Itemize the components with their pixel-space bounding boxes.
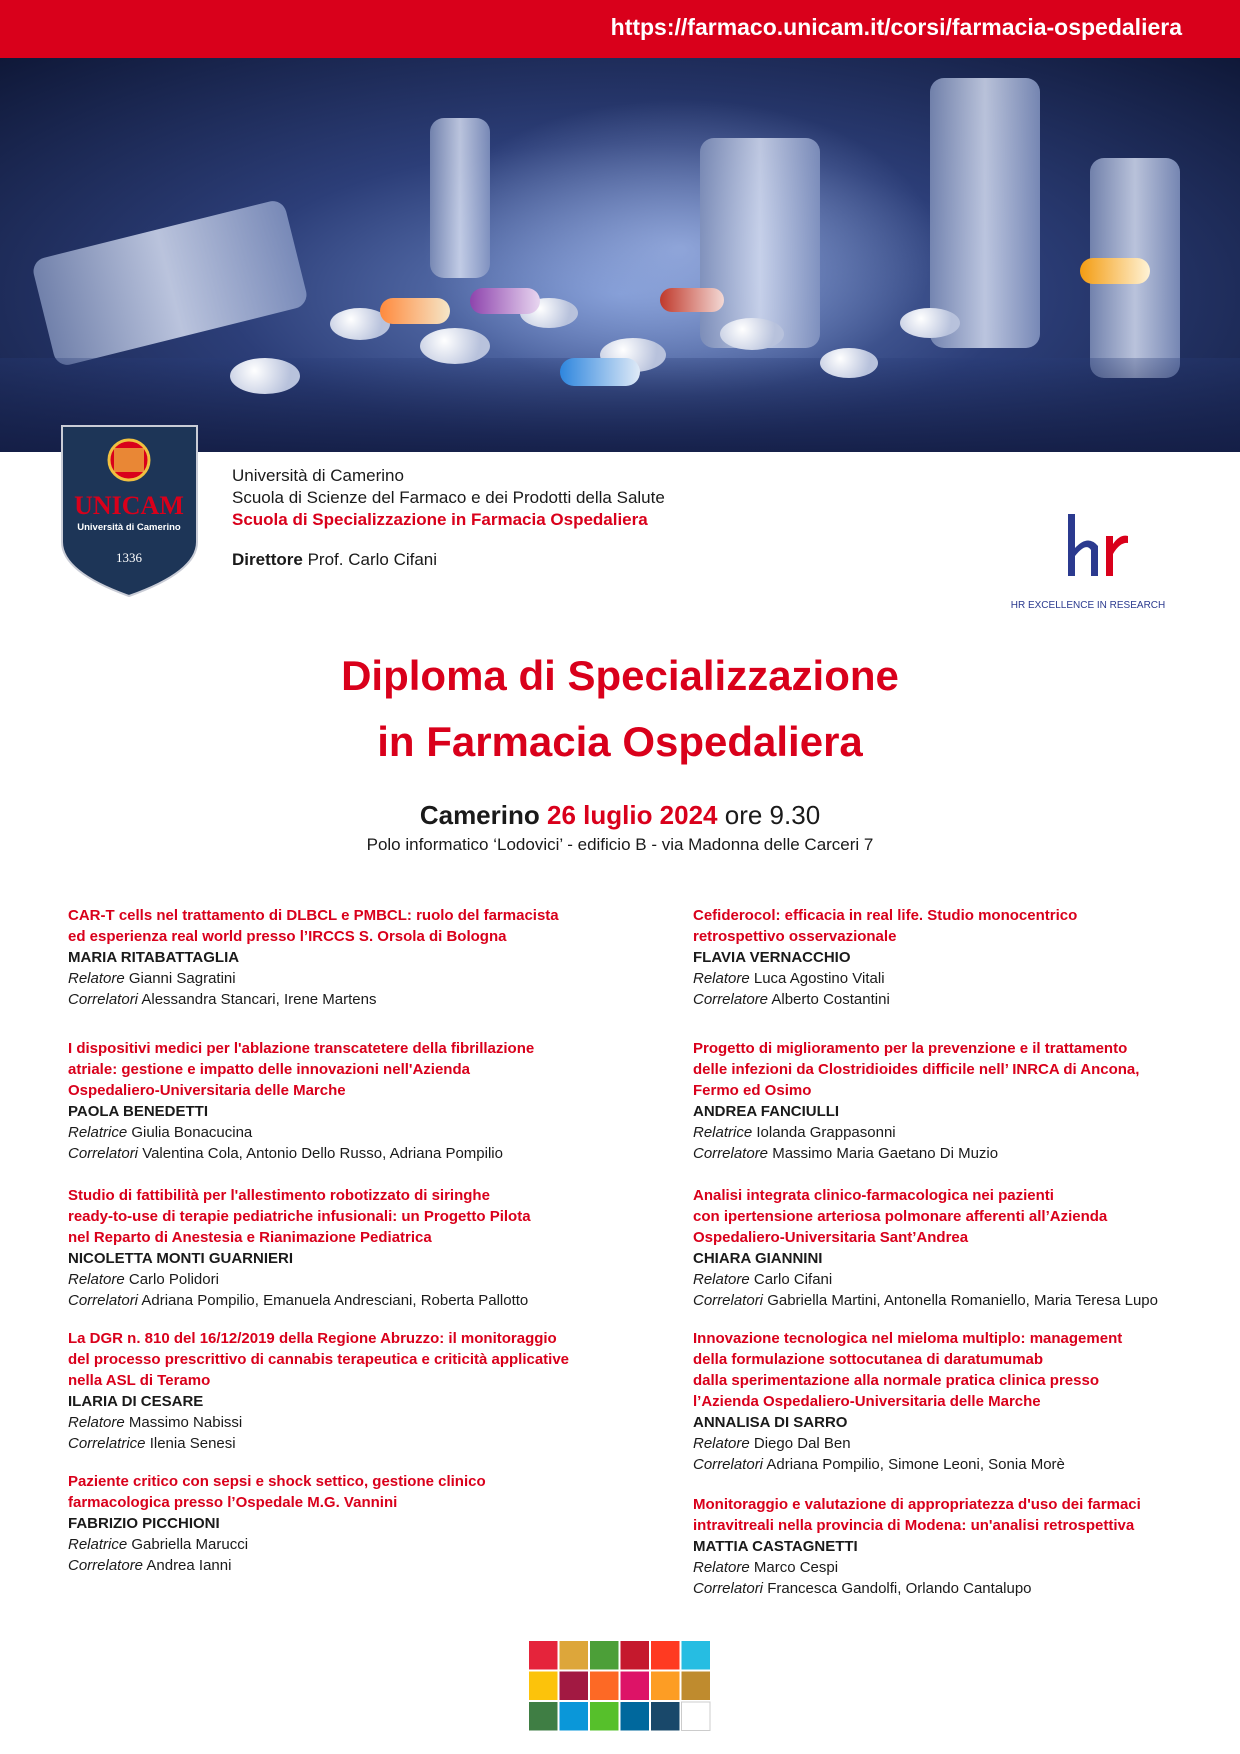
role-label: Correlatore (693, 1145, 769, 1162)
director-name: Prof. Carlo Cifani (307, 550, 438, 569)
supervisor-row (693, 1122, 1139, 1143)
role-people: Massimo Maria Gaetano Di Muzio (772, 1145, 999, 1162)
role-people: Iolanda Grappasonni (756, 1124, 896, 1141)
role-label: Correlatori (693, 1292, 764, 1309)
role-people: Adriana Pompilio, Simone Leoni, Sonia Morè (766, 1456, 1065, 1473)
role-people: Carlo Polidori (128, 1271, 219, 1288)
role-people: Carlo Cifani (753, 1271, 833, 1288)
role-label: Relatore (693, 970, 750, 987)
thesis-entry (693, 1328, 1122, 1475)
hero-image (0, 58, 1240, 452)
supervisor-row (693, 1433, 1122, 1454)
role-label: Relatore (693, 1271, 750, 1288)
website-link[interactable]: https://farmaco.unicam.it/corsi/farmacia-ospedaliera (610, 14, 1182, 40)
hr-excellence-logo (1000, 512, 1176, 612)
supervisor-row (68, 1143, 534, 1164)
role-label: Correlatore (68, 1557, 144, 1574)
candidate-name: MARIA RITABATTAGLIA (68, 949, 240, 966)
role-label: Correlatore (693, 991, 769, 1008)
thesis-title: Studio di fattibilità per l'allestimento robotizzato di siringhe (68, 1187, 490, 1204)
role-people: Gabriella Marucci (131, 1536, 249, 1553)
sdg-tile (560, 1702, 589, 1731)
thesis-title: ready-to-use di terapie pediatriche infusionali: un Progetto Pilota (68, 1208, 531, 1225)
supervisor-row (693, 1143, 1139, 1164)
institution-block (232, 465, 665, 571)
thesis-entry (693, 1038, 1139, 1164)
role-people: Giulia Bonacucina (131, 1124, 253, 1141)
event-city: Camerino (419, 800, 540, 830)
event-time: ore 9.30 (724, 800, 821, 830)
candidate-name: ANDREA FANCIULLI (693, 1103, 840, 1120)
school-name: Scuola di Scienze del Farmaco e dei Prodotti della Salute (232, 488, 665, 507)
thesis-title: La DGR n. 810 del 16/12/2019 della Regione Abruzzo: il monitoraggio (68, 1330, 557, 1347)
thesis-entry (68, 1038, 534, 1164)
sdg-tile (590, 1641, 619, 1670)
role-label: Relatrice (68, 1124, 128, 1141)
sdg-tile (682, 1672, 711, 1701)
supervisor-row (693, 1454, 1122, 1475)
unicam-logo (56, 422, 203, 600)
university-name: Università di Camerino (232, 466, 404, 485)
sdg-tile (682, 1702, 711, 1731)
role-label: Relatore (68, 1414, 125, 1431)
thesis-entry (693, 1185, 1158, 1311)
supervisor-row (693, 968, 1077, 989)
candidate-name: ANNALISA DI SARRO (693, 1414, 848, 1431)
supervisor-row (68, 1433, 569, 1454)
candidate-name: NICOLETTA MONTI GUARNIERI (68, 1250, 293, 1267)
thesis-title: con ipertensione arteriosa polmonare afferenti all’Azienda (693, 1208, 1108, 1225)
sdg-goals-icon (529, 1641, 711, 1732)
sdg-tile (651, 1641, 680, 1670)
supervisor-row (68, 1290, 531, 1311)
role-label: Correlatori (68, 1292, 139, 1309)
logo-subtitle: Università di Camerino (77, 522, 181, 533)
thesis-entry (68, 1471, 486, 1576)
director (232, 549, 665, 571)
supervisor-row (68, 1122, 534, 1143)
role-people: Gabriella Martini, Antonella Romaniello, Maria Teresa Lupo (767, 1292, 1158, 1309)
role-label: Relatrice (693, 1124, 753, 1141)
sdg-tile (529, 1641, 558, 1670)
thesis-title: dalla sperimentazione alla normale pratica clinica presso (693, 1372, 1099, 1389)
role-people: Alessandra Stancari, Irene Martens (141, 991, 377, 1008)
candidate-name: FLAVIA VERNACCHIO (693, 949, 851, 966)
thesis-title: nella ASL di Teramo (68, 1372, 211, 1389)
thesis-title: Paziente critico con sepsi e shock settico, gestione clinico (68, 1473, 486, 1490)
main-title-line-1: Diploma di Specializzazione (341, 652, 899, 699)
role-people: Marco Cespi (753, 1559, 839, 1576)
role-people: Valentina Cola, Antonio Dello Russo, Adriana Pompilio (142, 1145, 503, 1162)
thesis-title: retrospettivo osservazionale (693, 928, 897, 945)
role-label: Correlatrice (68, 1435, 146, 1452)
role-people: Luca Agostino Vitali (753, 970, 885, 987)
sdg-tile (560, 1672, 589, 1701)
sdg-tile (651, 1672, 680, 1701)
role-people: Massimo Nabissi (128, 1414, 243, 1431)
sdg-tile (590, 1672, 619, 1701)
sdg-tile (621, 1702, 650, 1731)
thesis-title: farmacologica presso l’Ospedale M.G. Vannini (68, 1494, 398, 1511)
supervisor-row (68, 1269, 531, 1290)
event-venue: Polo informatico ‘Lodovici’ - edificio B - via Madonna delle Carceri 7 (366, 835, 874, 854)
thesis-title: del processo prescrittivo di cannabis terapeutica e criticità applicative (68, 1351, 570, 1368)
thesis-title: atriale: gestione e impatto delle innovazioni nell'Azienda (68, 1061, 470, 1078)
thesis-title: della formulazione sottocutanea di daratumumab (693, 1351, 1044, 1368)
thesis-title: Analisi integrata clinico-farmacologica nei pazienti (693, 1187, 1054, 1204)
candidate-name: CHIARA GIANNINI (693, 1250, 823, 1267)
thesis-title: nel Reparto di Anestesia e Rianimazione Pediatrica (68, 1229, 432, 1246)
role-label: Correlatori (68, 991, 139, 1008)
director-label: Direttore (232, 550, 303, 569)
candidate-name: PAOLA BENEDETTI (68, 1103, 209, 1120)
specialization-school: Scuola di Specializzazione in Farmacia Ospedaliera (232, 510, 648, 529)
sdg-tile (529, 1702, 558, 1731)
role-label: Relatore (693, 1559, 750, 1576)
sdg-tile (590, 1702, 619, 1731)
thesis-entry (68, 905, 559, 1010)
role-label: Relatrice (68, 1536, 128, 1553)
sdg-tile (682, 1641, 711, 1670)
role-label: Relatore (693, 1435, 750, 1452)
role-people: Gianni Sagratini (128, 970, 236, 987)
thesis-entry (68, 1328, 569, 1454)
supervisor-row (68, 968, 559, 989)
supervisor-row (68, 1534, 486, 1555)
supervisor-row (693, 1290, 1158, 1311)
role-label: Relatore (68, 970, 125, 987)
thesis-entry (693, 905, 1077, 1010)
sdg-tile (651, 1702, 680, 1731)
supervisor-row (68, 989, 559, 1010)
role-label: Correlatori (693, 1456, 764, 1473)
supervisor-row (68, 1412, 569, 1433)
role-people: Francesca Gandolfi, Orlando Cantalupo (767, 1580, 1032, 1597)
thesis-title: CAR-T cells nel trattamento di DLBCL e PMBCL: ruolo del farmacista (68, 907, 559, 924)
thesis-title: Progetto di miglioramento per la prevenzione e il trattamento (693, 1040, 1128, 1057)
thesis-title: Ospedaliero-Universitaria delle Marche (68, 1082, 346, 1099)
role-people: Andrea Ianni (146, 1557, 232, 1574)
thesis-title: Ospedaliero-Universitaria Sant’Andrea (693, 1229, 969, 1246)
thesis-title: ed esperienza real world presso l’IRCCS S. Orsola di Bologna (68, 928, 507, 945)
sdg-tile (560, 1641, 589, 1670)
thesis-title: delle infezioni da Clostridioides difficile nell’ INRCA di Ancona, (693, 1061, 1140, 1078)
thesis-entry (68, 1185, 531, 1311)
role-people: Diego Dal Ben (753, 1435, 851, 1452)
thesis-title: l’Azienda Ospedaliero-Universitaria delle Marche (693, 1393, 1041, 1410)
role-label: Relatore (68, 1271, 125, 1288)
main-title-line-2: in Farmacia Ospedaliera (377, 718, 863, 765)
role-label: Correlatori (693, 1580, 764, 1597)
top-banner (0, 0, 1240, 58)
thesis-title: Cefiderocol: efficacia in real life. Studio monocentrico (693, 907, 1078, 924)
thesis-title: Fermo ed Osimo (693, 1082, 812, 1099)
sdg-tile (529, 1672, 558, 1701)
supervisor-row (693, 989, 1077, 1010)
supervisor-row (68, 1555, 486, 1576)
role-label: Correlatori (68, 1145, 139, 1162)
supervisor-row (693, 1557, 1141, 1578)
thesis-entry (693, 1494, 1141, 1599)
logo-year: 1336 (116, 550, 142, 565)
candidate-name: MATTIA CASTAGNETTI (693, 1538, 858, 1555)
logo-name: UNICAM (74, 491, 184, 520)
thesis-title: Innovazione tecnologica nel mieloma multiplo: management (693, 1330, 1123, 1347)
candidate-name: ILARIA DI CESARE (68, 1393, 204, 1410)
supervisor-row (693, 1269, 1158, 1290)
sdg-tile (621, 1672, 650, 1701)
candidate-name: FABRIZIO PICCHIONI (68, 1515, 220, 1532)
thesis-title: I dispositivi medici per l'ablazione transcatetere della fibrillazione (68, 1040, 535, 1057)
role-people: Ilenia Senesi (149, 1435, 236, 1452)
hr-caption: HR EXCELLENCE IN RESEARCH (1010, 600, 1166, 611)
thesis-title: Monitoraggio e valutazione di appropriatezza d'uso dei farmaci (693, 1496, 1141, 1513)
sdg-tile (621, 1641, 650, 1670)
event-day: 26 luglio 2024 (546, 800, 718, 830)
role-people: Alberto Costantini (771, 991, 890, 1008)
event-date (0, 800, 1240, 831)
thesis-title: intravitreali nella provincia di Modena: un'analisi retrospettiva (693, 1517, 1135, 1534)
role-people: Adriana Pompilio, Emanuela Andresciani, Roberta Pallotto (141, 1292, 529, 1309)
supervisor-row (693, 1578, 1141, 1599)
